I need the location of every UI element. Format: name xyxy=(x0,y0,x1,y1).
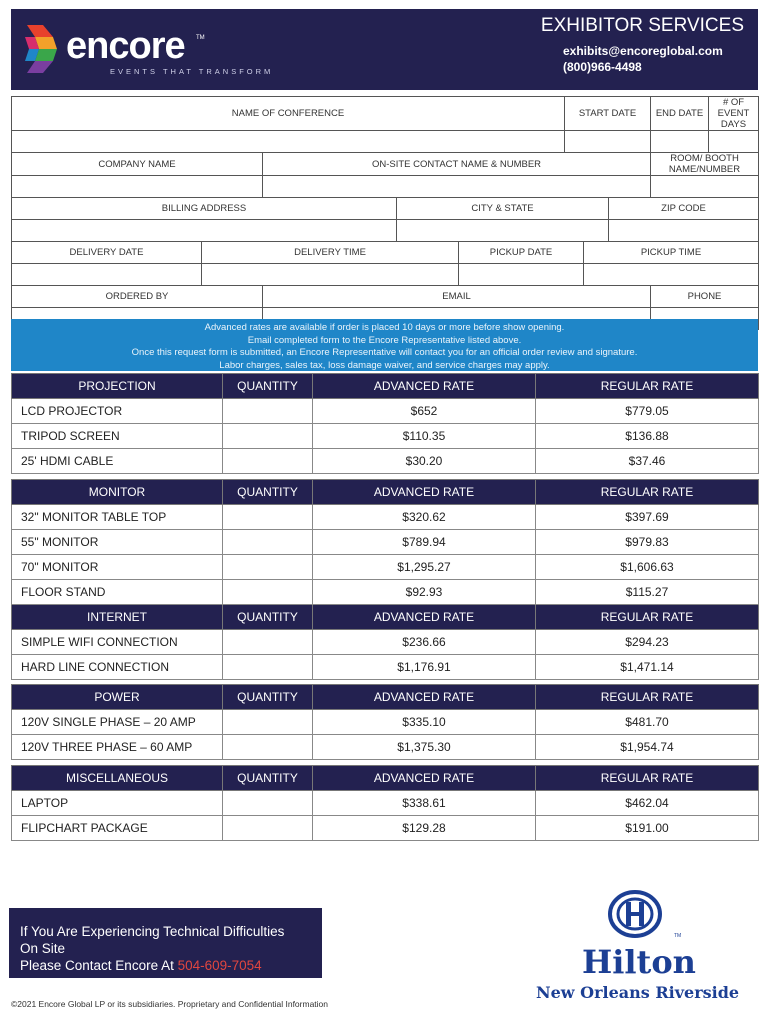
regular-rate: $481.70 xyxy=(536,710,759,735)
quantity-field[interactable] xyxy=(223,449,313,474)
regular-rate: $397.69 xyxy=(536,505,759,530)
section-title: PROJECTION xyxy=(12,374,223,399)
quantity-field[interactable] xyxy=(223,505,313,530)
quantity-field[interactable] xyxy=(223,655,313,680)
table-row xyxy=(12,630,759,655)
section-title: MISCELLANEOUS xyxy=(12,766,223,791)
delivery-time-label: DELIVERY TIME xyxy=(202,242,459,264)
encore-tagline: EVENTS THAT TRANSFORM xyxy=(110,67,274,76)
section-title: MONITOR xyxy=(12,480,223,505)
advanced-rate: $652 xyxy=(313,399,536,424)
hilton-wordmark: Hilton xyxy=(582,943,696,981)
quantity-header: QUANTITY xyxy=(223,605,313,630)
delivery-time-field[interactable] xyxy=(202,264,459,286)
billing-address-field[interactable] xyxy=(12,220,397,242)
quantity-field[interactable] xyxy=(223,555,313,580)
regular-rate-header: REGULAR RATE xyxy=(536,685,759,710)
section-title: POWER xyxy=(12,685,223,710)
regular-rate-header: REGULAR RATE xyxy=(536,374,759,399)
hilton-emblem-icon xyxy=(607,888,663,940)
regular-rate: $1,471.14 xyxy=(536,655,759,680)
city-state-field[interactable] xyxy=(397,220,609,242)
hotel-location: New Orleans Riverside xyxy=(536,983,740,1002)
company-name-label: COMPANY NAME xyxy=(12,153,263,176)
room-booth-label: ROOM/ BOOTH NAME/NUMBER xyxy=(651,153,759,176)
support-line xyxy=(20,957,322,974)
advanced-rate: $92.93 xyxy=(313,580,536,605)
notice-line: Email completed form to the Encore Representative listed above. xyxy=(247,334,522,346)
delivery-date-field[interactable] xyxy=(12,264,202,286)
pickup-date-field[interactable] xyxy=(459,264,584,286)
advanced-rate-header: ADVANCED RATE xyxy=(313,605,536,630)
contact-email-link[interactable]: exhibits@encoreglobal.com xyxy=(563,44,723,58)
item-name: HARD LINE CONNECTION xyxy=(12,655,223,680)
item-name: 32" MONITOR TABLE TOP xyxy=(12,505,223,530)
onsite-contact-field[interactable] xyxy=(263,176,651,198)
name-of-conference-label: NAME OF CONFERENCE xyxy=(12,97,565,131)
quantity-field[interactable] xyxy=(223,424,313,449)
regular-rate: $37.46 xyxy=(536,449,759,474)
item-name: LAPTOP xyxy=(12,791,223,816)
table-row xyxy=(12,530,759,555)
quantity-header: QUANTITY xyxy=(223,685,313,710)
regular-rate: $115.27 xyxy=(536,580,759,605)
billing-address-label: BILLING ADDRESS xyxy=(12,198,397,220)
item-name: 70" MONITOR xyxy=(12,555,223,580)
advanced-rate-header: ADVANCED RATE xyxy=(313,685,536,710)
regular-rate-header: REGULAR RATE xyxy=(536,480,759,505)
quantity-field[interactable] xyxy=(223,791,313,816)
item-name: FLOOR STAND xyxy=(12,580,223,605)
advanced-rate: $30.20 xyxy=(313,449,536,474)
end-date-field[interactable] xyxy=(651,131,709,153)
notice-line: Labor charges, sales tax, loss damage waiver, and service charges may apply. xyxy=(219,359,550,371)
regular-rate: $191.00 xyxy=(536,816,759,841)
monitor-section xyxy=(11,479,759,680)
header-banner xyxy=(11,9,758,90)
advanced-rate: $338.61 xyxy=(313,791,536,816)
miscellaneous-section xyxy=(11,765,759,841)
item-name: 55" MONITOR xyxy=(12,530,223,555)
item-name: LCD PROJECTOR xyxy=(12,399,223,424)
support-line: On Site xyxy=(20,941,66,956)
quantity-field[interactable] xyxy=(223,580,313,605)
zip-code-label: ZIP CODE xyxy=(609,198,759,220)
event-days-label: # OF EVENT DAYS xyxy=(709,97,759,131)
notice-line: Advanced rates are available if order is placed 10 days or more before show opening. xyxy=(204,322,565,333)
encore-wordmark: encore xyxy=(66,25,185,67)
advanced-rate-header: ADVANCED RATE xyxy=(313,480,536,505)
quantity-header: QUANTITY xyxy=(223,374,313,399)
name-of-conference-field[interactable] xyxy=(12,131,565,153)
start-date-field[interactable] xyxy=(565,131,651,153)
advanced-rate: $1,176.91 xyxy=(313,655,536,680)
room-booth-field[interactable] xyxy=(651,176,759,198)
hilton-logo xyxy=(528,886,764,1016)
delivery-date-label: DELIVERY DATE xyxy=(12,242,202,264)
advanced-rate: $1,375.30 xyxy=(313,735,536,760)
item-name: SIMPLE WIFI CONNECTION xyxy=(12,630,223,655)
advanced-rate-header: ADVANCED RATE xyxy=(313,374,536,399)
table-row xyxy=(12,449,759,474)
trademark-mark: TM xyxy=(196,35,205,41)
pickup-time-field[interactable] xyxy=(584,264,759,286)
advanced-rate: $1,295.27 xyxy=(313,555,536,580)
section-title: INTERNET xyxy=(12,605,223,630)
support-line: If You Are Experiencing Technical Difficulties xyxy=(20,924,285,939)
regular-rate: $294.23 xyxy=(536,630,759,655)
advanced-rate: $129.28 xyxy=(313,816,536,841)
table-row xyxy=(12,399,759,424)
support-contact-text: Please Contact Encore At xyxy=(20,958,178,973)
end-date-label: END DATE xyxy=(651,97,709,131)
event-days-field[interactable] xyxy=(709,131,759,153)
regular-rate: $1,606.63 xyxy=(536,555,759,580)
item-name: 120V THREE PHASE – 60 AMP xyxy=(12,735,223,760)
table-row xyxy=(12,816,759,841)
company-name-field[interactable] xyxy=(12,176,263,198)
advanced-rate: $789.94 xyxy=(313,530,536,555)
technical-support-box xyxy=(9,908,322,978)
quantity-header: QUANTITY xyxy=(223,480,313,505)
pickup-date-label: PICKUP DATE xyxy=(459,242,584,264)
page-title: EXHIBITOR SERVICES xyxy=(540,15,744,36)
notice-line: Once this request form is submitted, an Encore Representative will contact you for an official order review and signature. xyxy=(131,347,638,358)
advanced-rate: $110.35 xyxy=(313,424,536,449)
start-date-label: START DATE xyxy=(565,97,651,131)
encore-logo-mark-icon xyxy=(23,23,57,75)
support-phone-link[interactable]: 504-609-7054 xyxy=(177,958,262,973)
regular-rate-header: REGULAR RATE xyxy=(536,605,759,630)
item-name: 120V SINGLE PHASE – 20 AMP xyxy=(12,710,223,735)
quantity-header: QUANTITY xyxy=(223,766,313,791)
phone-label: PHONE xyxy=(651,286,759,308)
order-info-form xyxy=(11,96,759,330)
city-state-label: CITY & STATE xyxy=(397,198,609,220)
quantity-field[interactable] xyxy=(223,630,313,655)
regular-rate: $979.83 xyxy=(536,530,759,555)
pickup-time-label: PICKUP TIME xyxy=(584,242,759,264)
table-row xyxy=(12,555,759,580)
table-row xyxy=(12,735,759,760)
power-section xyxy=(11,684,759,760)
quantity-field[interactable] xyxy=(223,816,313,841)
projection-section xyxy=(11,373,759,474)
item-name: TRIPOD SCREEN xyxy=(12,424,223,449)
hilton-trademark: TM xyxy=(674,933,682,939)
table-row xyxy=(12,424,759,449)
table-row xyxy=(12,655,759,680)
regular-rate: $1,954.74 xyxy=(536,735,759,760)
item-name: 25' HDMI CABLE xyxy=(12,449,223,474)
table-row xyxy=(12,710,759,735)
quantity-field[interactable] xyxy=(223,710,313,735)
ordered-by-label: ORDERED BY xyxy=(12,286,263,308)
item-name: FLIPCHART PACKAGE xyxy=(12,816,223,841)
quantity-field[interactable] xyxy=(223,735,313,760)
regular-rate: $462.04 xyxy=(536,791,759,816)
table-row xyxy=(12,505,759,530)
advanced-rate-header: ADVANCED RATE xyxy=(313,766,536,791)
quantity-field[interactable] xyxy=(223,399,313,424)
regular-rate-header: REGULAR RATE xyxy=(536,766,759,791)
regular-rate: $136.88 xyxy=(536,424,759,449)
onsite-contact-label: ON-SITE CONTACT NAME & NUMBER xyxy=(263,153,651,176)
regular-rate: $779.05 xyxy=(536,399,759,424)
table-row xyxy=(12,580,759,605)
table-row xyxy=(12,791,759,816)
advanced-rate: $236.66 xyxy=(313,630,536,655)
email-label: EMAIL xyxy=(263,286,651,308)
contact-phone: (800)966-4498 xyxy=(563,60,642,74)
order-notice xyxy=(11,319,758,371)
quantity-field[interactable] xyxy=(223,530,313,555)
advanced-rate: $320.62 xyxy=(313,505,536,530)
footer-copyright: ©2021 Encore Global LP or its subsidiaries. Proprietary and Confidential Information xyxy=(11,999,328,1009)
zip-code-field[interactable] xyxy=(609,220,759,242)
advanced-rate: $335.10 xyxy=(313,710,536,735)
